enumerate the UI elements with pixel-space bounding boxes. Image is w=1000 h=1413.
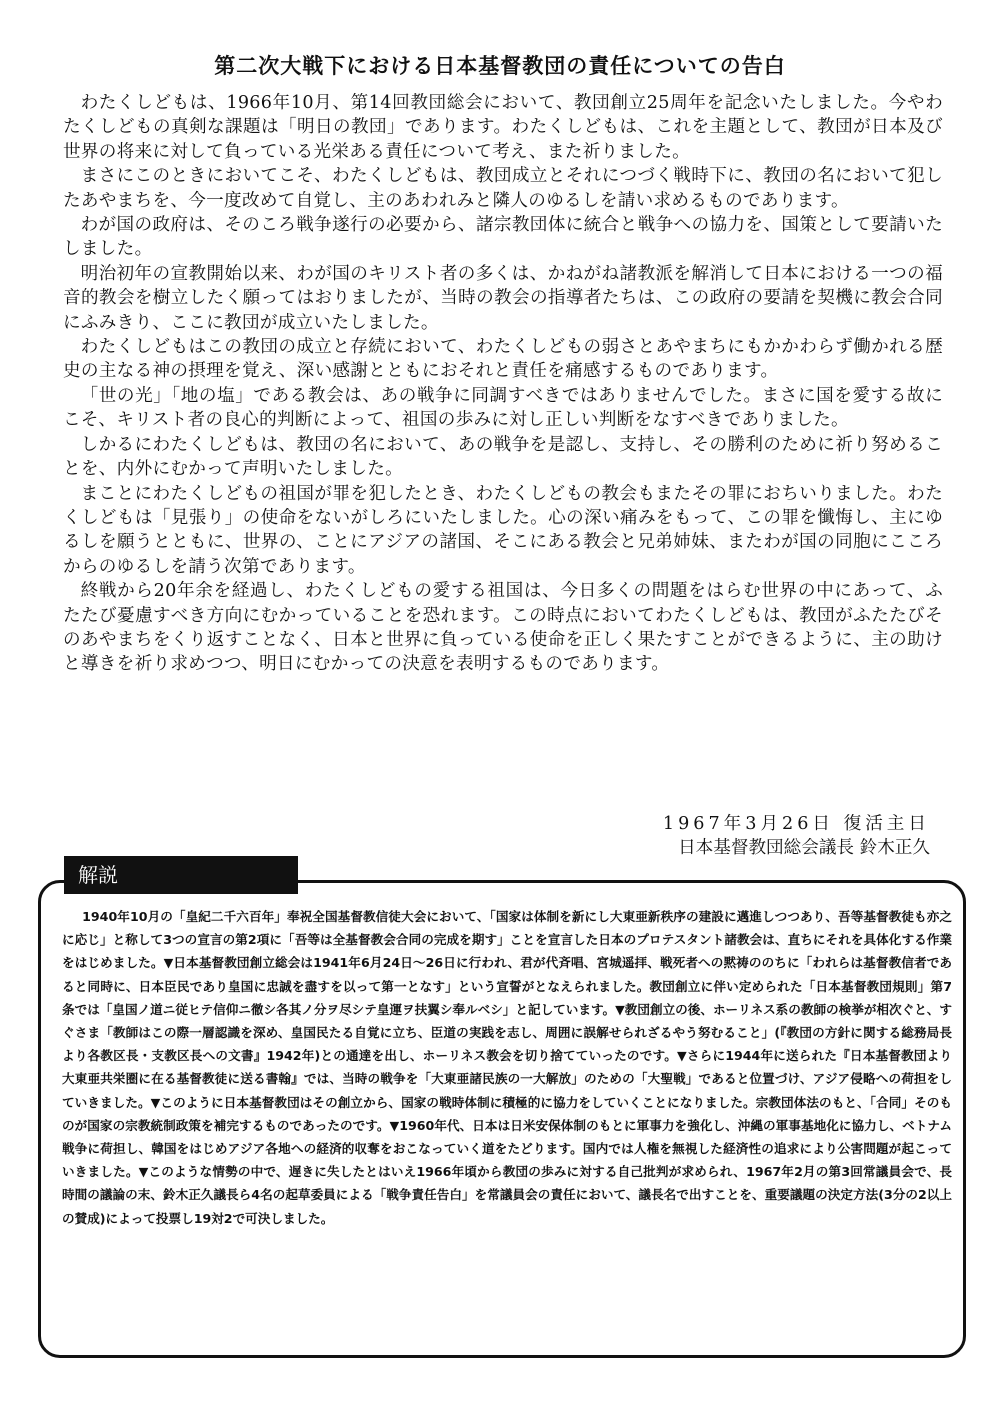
paragraph: 明治初年の宣教開始以来、わが国のキリスト者の多くは、かねがね諸教派を解消して日本における一つの福音的教会を樹立したく願ってはおりましたが、当時の教会の指導者たちは、この政府の要請を契機に教会合同にふみきり、ここに教団が成立いたしました。 xyxy=(63,263,943,333)
paragraph: わたくしどもはこの教団の成立と存続において、わたくしどもの弱さとあやまちにもかかわらず働かれる歴史の主なる神の摂理を覚え、深い感謝とともにおそれと責任を痛感するものであります。 xyxy=(63,337,943,382)
paragraph: まさにこのときにおいてこそ、わたくしどもは、教団成立とそれにつづく戦時下に、教団の名において犯したあやまちを、今一度改めて自覚し、主のあわれみと隣人のゆるしを請い求めるものであります。 xyxy=(63,166,943,211)
document-title: 第二次大戦下における日本基督教団の責任についての告白 xyxy=(214,54,786,78)
paragraph: わが国の政府は、そのころ戦争遂行の必要から、諸宗教団体に統合と戦争への協力を、国策として要請いたしました。 xyxy=(63,215,943,260)
confession-body xyxy=(63,91,943,677)
paragraph: まことにわたくしどもの祖国が罪を犯したとき、わたくしどもの教会もまたその罪におちいりました。わたくしどもは「見張り」の使命をないがしろにいたしました。心の深い痛みをもって、この罪を懺悔し、主にゆるしを願うとともに、世界の、ことにアジアの諸国、そこにある教会と兄弟姉妹、またわが国の同胞にこころからのゆるしを請う次第であります。 xyxy=(63,483,943,577)
paragraph: わたくしどもは、1966年10月、第14回教団総会において、教団創立25周年を記念いたしました。今やわたくしどもの真剣な課題は「明日の教団」であります。わたくしどもは、これを主題として、教団が日本及び世界の将来に対して負っている光栄ある責任について考え、また祈りました。 xyxy=(63,93,943,162)
signature-name: 日本基督教団総会議長 鈴木正久 xyxy=(678,838,930,858)
commentary-heading: 解説 xyxy=(64,856,298,894)
paragraph: 「世の光」「地の塩」である教会は、あの戦争に同調すべきではありませんでした。まさに国を愛する故にこそ、キリスト者の良心的判断によって、祖国の歩みに対し正しい判断をなすべきでありました。 xyxy=(63,385,943,431)
paragraph: しかるにわたくしどもは、教団の名において、あの戦争を是認し、支持し、その勝利のために祈り努めることを、内外にむかって声明いたしました。 xyxy=(63,434,943,480)
commentary-paragraph: 1940年10月の「皇紀二千六百年」奉祝全国基督教信徒大会において、「国家は体制を新にし大東亜新秩序の建設に邁進しつつあり、吾等基督教徒も亦之に応じ」と称して3つの宣言の第2項に「吾等は全基督教会合同の完成を期す」ことを宣言した日本のプロテスタント諸教会は、直ちにそれを具体化する作業をはじめました。▼日本基督教団創立総会は1941年6月24日～26日に行われ、君が代斉唱、宮城遥拝、戦死者への黙祷ののちに「われらは基督教信者であると同時に、日本臣民であり皇国に忠誠を盡すを以って第一となす」という宣誓がとなえられました。教団創立に伴い定められた「日本基督教団規則」第7条では「皇国ノ道ニ従ヒテ信仰ニ徹シ各其ノ分ヲ尽シテ皇運ヲ扶翼シ奉ルベシ」と記しています。▼教団創立の後、ホーリネス系の教師の検挙が相次ぐと、すぐさま「教師はこの際一層認識を深め、皇国民たる自覚に立ち、臣道の実践を志し、周囲に誤解せられざるやう努むること」(『教団の方針に関する総務局長より各教区長・支教区長への文書』1942年)との通達を出し、ホーリネス教会を切り捨てていったのです。▼さらに1944年に送られた『日本基督教団より大東亜共栄圏に在る基督教徒に送る書翰』では、当時の戦争を「大東亜諸民族の一大解放」のための「大聖戦」であると位置づけ、アジア侵略への荷担をしていきました。▼このように日本基督教団はその創立から、国家の戦時体制に積極的に協力をしていくことになりました。宗教団体法のもと、「合同」そのものが国家の宗教統制政策を補完するものであったのです。▼1960年代、日本は日米安保体制のもとに軍事力を強化し、沖縄の軍事基地化に協力し、ベトナム戦争に荷担し、韓国をはじめアジア各地への経済的収奪をおこなっていく道をたどります。国内では人権を無視した経済性の追求により公害問題が起こっていきました。▼このような情勢の中で、遅きに失したとはいえ1966年頃から教団の歩みに対する自己批判が求められ、1967年2月の第3回常議員会で、長時間の議論の末、鈴木正久議長ら4名の起草委員による「戦争責任告白」を常議員会の責任において、議長名で出すことを、重要議題の決定方法(3分の2以上の賛成)によって投票し19対2で可決しました。 xyxy=(62,909,952,1226)
signature-block xyxy=(560,812,930,860)
commentary-text xyxy=(62,905,952,1230)
paragraph: 終戦から20年余を経過し、わたくしどもの愛する祖国は、今日多くの問題をはらむ世界の中にあって、ふたたび憂慮すべき方向にむかっていることを恐れます。この時点においてわたくしどもは、教団がふたたびそのあやまちをくり返すことなく、日本と世界に負っている使命を正しく果たすことができるように、主の助けと導きを祈り求めつつ、明日にむかっての決意を表明するものであります。 xyxy=(63,581,943,675)
signature-date: 1967年3月26日 復活主日 xyxy=(662,814,930,834)
